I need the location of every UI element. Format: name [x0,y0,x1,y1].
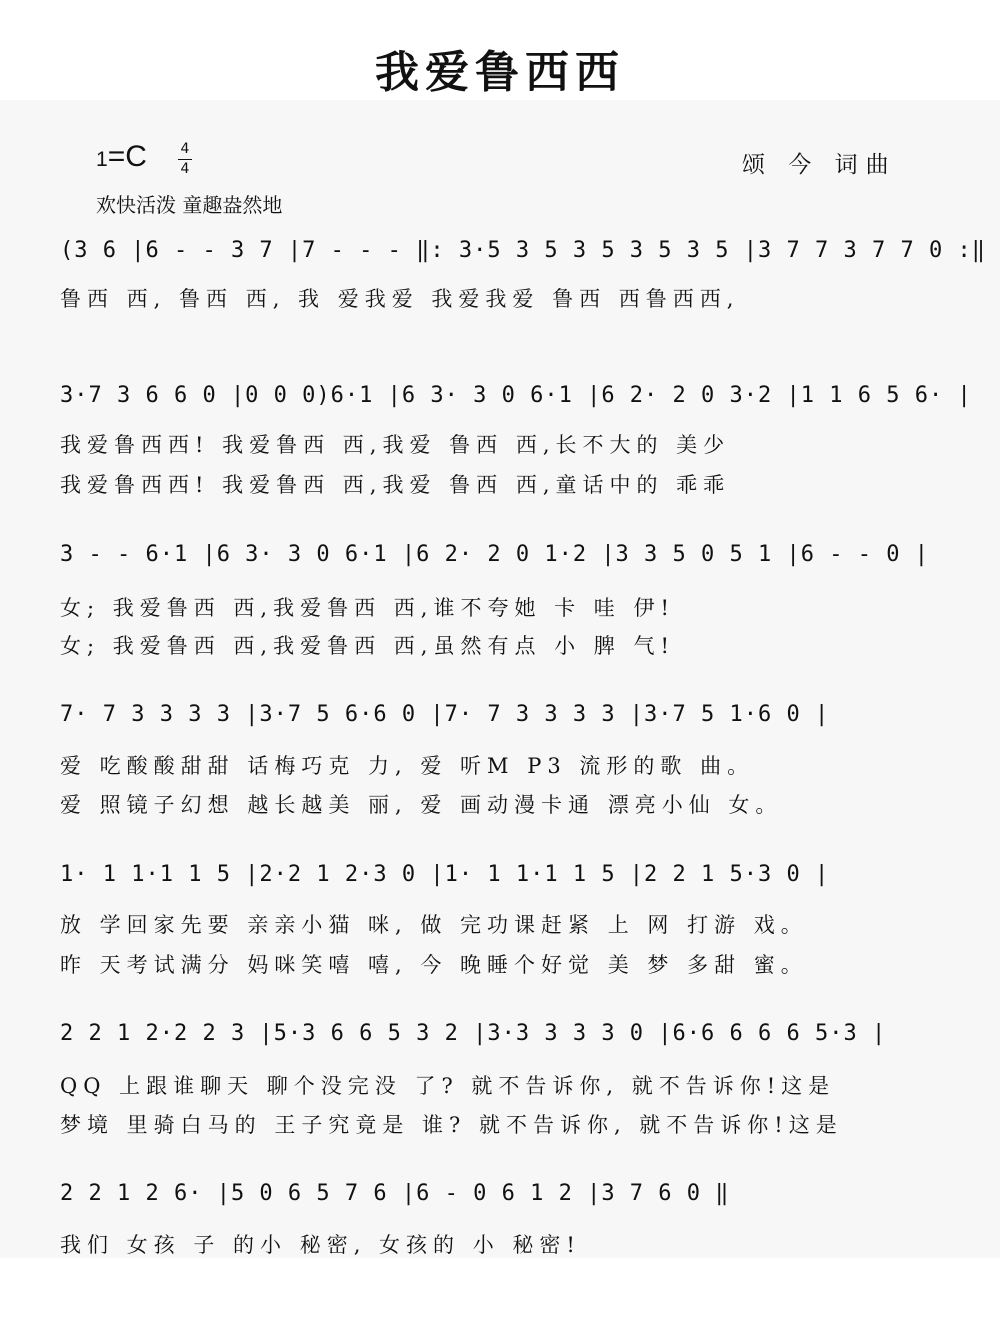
key-signature [96,140,147,174]
lyric-verse-1: 女; 我爱鲁西 西,我爱鲁西 西,谁不夸她 卡 哇 伊! [60,596,675,620]
meter-bottom: 4 [178,159,192,179]
notation-line: 7· 7 3 3 3 3 |3·7 5 6·6 0 |7· 7 3 3 3 3 |3·7 5 1·6 0 | [60,702,830,727]
lyric-verse-1: 鲁西 西, 鲁西 西, 我 爱我爱 我爱我爱 鲁西 西鲁西西, [60,287,740,311]
lyric-verse-2: 爱 照镜子幻想 越长越美 丽, 爱 画动漫卡通 漂亮小仙 女。 [60,793,783,817]
lyric-verse-1: QQ 上跟谁聊天 聊个没完没 了? 就不告诉你, 就不告诉你!这是 [60,1074,836,1098]
system-1 [60,231,986,321]
lyric-verse-1: 爱 吃酸酸甜甜 话梅巧克 力, 爱 听M P3 流形的歌 曲。 [60,754,755,778]
tempo-marking: 欢快活泼 童趣盎然地 [96,193,283,217]
system-4 [60,695,940,825]
lyric-verse-2: 昨 天考试满分 妈咪笑嘻 嘻, 今 晚睡个好觉 美 梦 多甜 蜜。 [60,953,808,977]
song-title: 我爱鲁西西 [375,47,625,98]
lyric-verse-1: 我爱鲁西西! 我爱鲁西 西,我爱 鲁西 西,长不大的 美少 [60,433,731,457]
system-6 [60,1014,940,1144]
meter-top: 4 [180,141,190,157]
corner-patch [775,1295,1000,1325]
notation-line: 1· 1 1·1 1 5 |2·2 1 2·3 0 |1· 1 1·1 1 5 |2 2 1 5·3 0 | [60,862,830,887]
notation-line: 2 2 1 2·2 2 3 |5·3 6 6 5 3 2 |3·3 3 3 3 0 |6·6 6 6 6 5·3 | [60,1021,887,1046]
system-3 [60,535,940,665]
system-5 [60,855,940,985]
system-2 [60,376,972,506]
notation-line: (3 6 |6 - - 3 7 |7 - - - ‖: 3·5 3 5 3 5 3 5 3 5 |3 7 7 3 7 7 0 :‖ [60,238,986,263]
time-signature [178,140,192,179]
lyric-verse-2: 我爱鲁西西! 我爱鲁西 西,我爱 鲁西 西,童话中的 乖乖 [60,473,731,497]
lyric-verse-2: 梦境 里骑白马的 王子究竟是 谁? 就不告诉你, 就不告诉你!这是 [60,1113,843,1137]
lyric-verse-1: 放 学回家先要 亲亲小猫 咪, 做 完功课赶紧 上 网 打游 戏。 [60,913,808,937]
lyric-verse-1: 我们 女孩 子 的小 秘密, 女孩的 小 秘密! [60,1233,581,1257]
key-prefix: 1 [96,148,108,171]
notation-line: 3 - - 6·1 |6 3· 3 0 6·1 |6 2· 2 0 1·2 |3 3 5 0 5 1 |6 - - 0 | [60,542,929,567]
system-7 [60,1174,940,1258]
key-tonic: =C [107,140,147,173]
notation-line: 3·7 3 6 6 0 |0 0 0)6·1 |6 3· 3 0 6·1 |6 2· 2 0 3·2 |1 1 6 5 6· | [60,383,972,408]
lyric-verse-2: 女; 我爱鲁西 西,我爱鲁西 西,虽然有点 小 脾 气! [60,634,675,658]
notation-line: 2 2 1 2 6· |5 0 6 5 7 6 |6 - 0 6 1 2 |3 7 6 0 ‖ [60,1181,730,1206]
author-credit: 颂 今 词曲 [742,152,897,178]
